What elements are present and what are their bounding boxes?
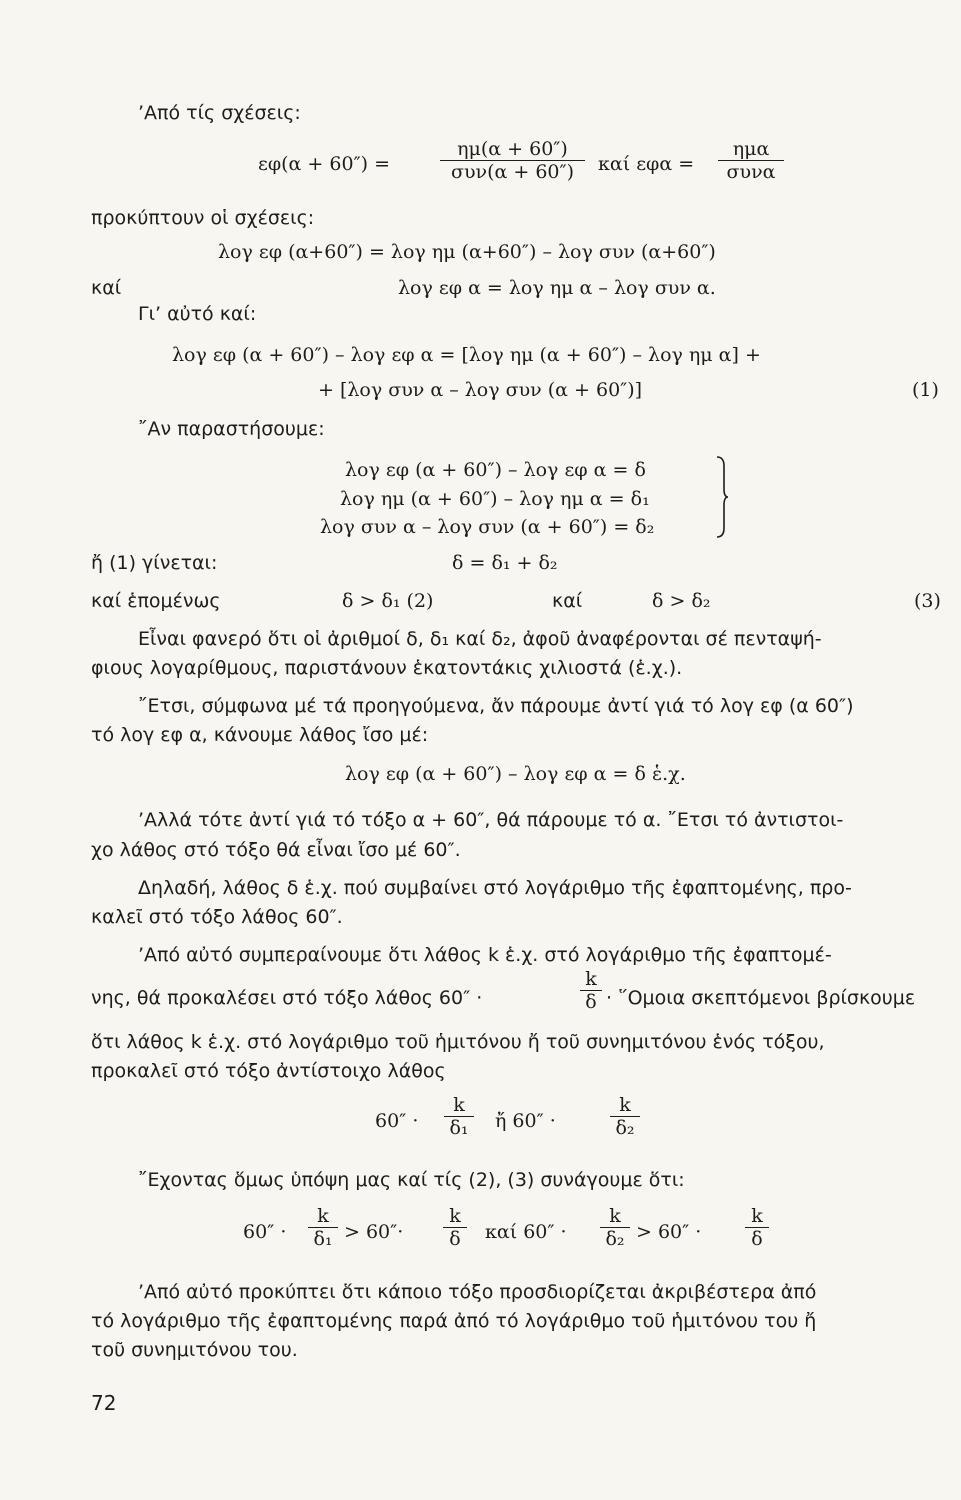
paragraph-line: καλεῖ στό τόξο λάθος 60″. [91,906,343,928]
equation: δ > δ₂ [652,590,711,612]
equation: λογ εφ (α + 60″) – λογ εφ α = δ [345,459,646,481]
equation: ἤ 60″ · [495,1110,556,1132]
fraction-denominator: δ₂ [615,1117,635,1139]
paragraph-line: ῎Ετσι, σύμφωνα μέ τά προηγούμενα, ἄν πάρουμε ἀντί γιά τό λογ εφ (α 60″) [138,695,854,717]
equation: λογ συν α – λογ συν (α + 60″) = δ₂ [320,516,655,538]
fraction-denominator: δ₂ [605,1228,625,1250]
eq1-numerator-2: ημα [718,138,784,161]
equation: δ = δ₁ + δ₂ [452,552,558,574]
fraction-numerator: k [443,1205,467,1228]
equation: δ > δ₁ (2) [342,590,434,612]
paragraph-line: · ῞Ομοια σκεπτόμενοι βρίσκουμε [606,987,916,1009]
eq1-numerator: ημ(α + 60″) [440,138,585,161]
paragraph-line: ’Από αὐτό συμπεραίνουμε ὅτι λάθος k ἑ.χ. στό λογάριθμο τῆς ἐφαπτομέ- [138,944,832,966]
text-line: καί [552,590,583,612]
fraction-denominator: δ [449,1228,461,1250]
page-number: 72 [91,1391,117,1415]
text-line: ῎Αν παραστήσουμε: [138,418,325,440]
paragraph-line: Δηλαδή, λάθος δ ἑ.χ. πού συμβαίνει στό λογάριθμο τῆς ἐφαπτομένης, προ- [138,877,852,899]
equation: λογ ημ (α + 60″) – λογ ημ α = δ₁ [340,488,650,510]
equation: 60″ · [375,1110,419,1132]
fraction [610,1094,640,1139]
text-line: ἤ (1) γίνεται: [91,552,218,574]
equation: 60″ · [243,1221,287,1243]
equation: καί 60″ · [485,1221,567,1243]
equation: > 60″· [344,1221,404,1243]
paragraph-line: τό λογ εφ α, κάνουμε λάθος ἴσο μέ: [91,724,429,746]
equation: > 60″ · [636,1221,702,1243]
equation-tag: (3) [914,590,941,612]
eq1-fraction [440,138,585,183]
equation: λογ εφ (α + 60″) – λογ εφ α = δ ἑ.χ. [345,763,686,785]
fraction [308,1205,338,1250]
fraction [444,1094,474,1139]
eq1-fraction-2 [718,138,784,183]
paragraph-line: φιους λογαρίθμους, παριστάνουν ἑκατοντάκις χιλιοστά (ἑ.χ.). [91,657,683,679]
paragraph-line: προκαλεῖ στό τόξο ἀντίστοιχο λάθος [91,1060,446,1082]
paragraph-line: τοῦ συνημιτόνου του. [91,1339,298,1361]
fraction-numerator: k [444,1094,474,1117]
paragraph-line: ’Από αὐτό προκύπτει ὅτι κάποιο τόξο προσδιορίζεται ἀκριβέστερα ἀπό [138,1281,817,1303]
fraction [745,1205,769,1250]
paragraph-line: τό λογάριθμο τῆς ἐφαπτομένης παρά ἀπό τό λογάριθμο τοῦ ἡμιτόνου του ἤ [91,1310,817,1332]
text-line: Γι’ αὐτό καί: [138,303,257,325]
eq1-mid: καί εφα = [598,153,695,175]
fraction-denominator: δ [585,991,597,1013]
equation: λογ εφ α = λογ ημ α – λογ συν α. [398,277,716,299]
fraction-numerator: k [580,968,602,991]
fraction-numerator: k [308,1205,338,1228]
paragraph-line: ὅτι λάθος k ἑ.χ. στό λογάριθμο τοῦ ἡμιτόνου ἤ τοῦ συνημιτόνου ἑνός τόξου, [91,1031,825,1053]
fraction-numerator: k [600,1205,630,1228]
eq1-denominator-2: συνα [726,161,776,183]
fraction-denominator: δ [751,1228,763,1250]
paragraph-line: χο λάθος στό τόξο θά εἶναι ἴσο μέ 60″. [91,839,461,861]
eq1-denominator: συν(α + 60″) [451,161,574,183]
equation: λογ εφ (α + 60″) – λογ εφ α = [λογ ημ (α + 60″) – λογ ημ α] + [172,344,761,366]
eq1-lhs: εφ(α + 60″) = [258,153,391,175]
inline-fraction [580,968,602,1013]
equation: + [λογ συν α – λογ συν (α + 60″)] [318,379,643,401]
paragraph-line: ’Αλλά τότε ἀντί γιά τό τόξο α + 60″, θά πάρουμε τό α. ῎Ετσι τό ἀντιστοι- [138,809,844,831]
paragraph-line: νης, θά προκαλέσει στό τόξο λάθος 60″ · [91,987,483,1009]
paragraph-line: ῎Εχοντας ὅμως ὑπόψη μας καί τίς (2), (3) συνάγουμε ὅτι: [138,1169,685,1191]
curly-brace-icon [715,456,729,538]
fraction [443,1205,467,1250]
intro-line: ’Από τίς σχέσεις: [138,102,301,124]
text-line: καί [91,277,122,299]
fraction-numerator: k [610,1094,640,1117]
text-line: καί ἑπομένως [91,590,221,612]
fraction-numerator: k [745,1205,769,1228]
fraction-denominator: δ₁ [449,1117,469,1139]
fraction [600,1205,630,1250]
fraction-denominator: δ₁ [313,1228,333,1250]
text-line: προκύπτουν οἱ σχέσεις: [91,207,315,229]
equation-tag: (1) [912,379,939,401]
equation: λογ εφ (α+60″) = λογ ημ (α+60″) – λογ συν (α+60″) [218,241,716,263]
paragraph-line: Εἶναι φανερό ὅτι οἱ ἀριθμοί δ, δ₁ καί δ₂, ἀφοῦ ἀναφέρονται σέ πενταψή- [138,628,822,650]
